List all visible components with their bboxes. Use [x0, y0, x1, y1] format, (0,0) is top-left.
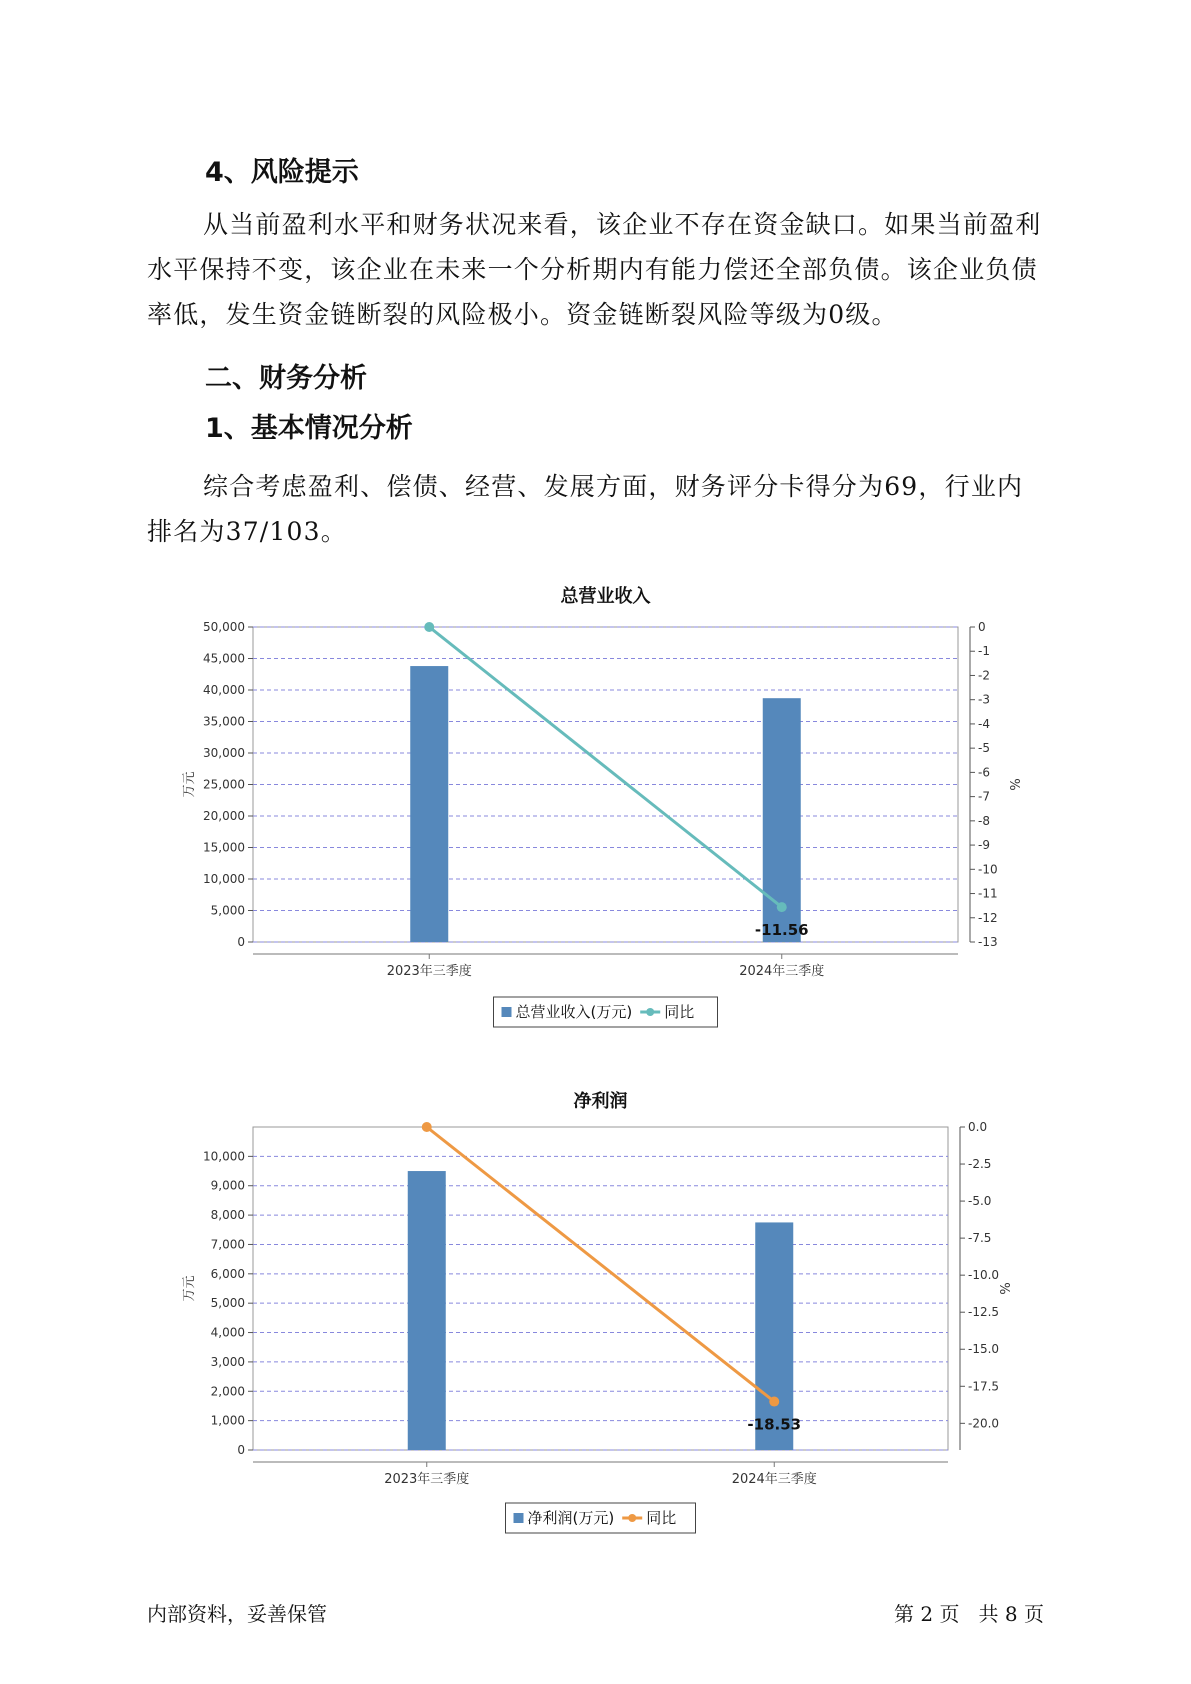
y-tick-label: 2,000	[210, 1384, 245, 1399]
y-tick-label: 0	[237, 1443, 245, 1457]
y-tick-label: 7,000	[210, 1237, 245, 1252]
footer-left: 内部资料，妥善保管	[147, 1602, 327, 1626]
trend-point	[777, 902, 787, 912]
y2-axis-title: %	[1009, 778, 1024, 791]
y2-tick-label: -6	[978, 765, 990, 780]
y2-tick-label: -7	[978, 789, 990, 804]
chart-title: 总营业收入	[560, 586, 651, 607]
y2-tick-label: -20.0	[968, 1416, 1000, 1431]
chart-net-profit	[0, 1075, 1191, 1535]
y-tick-label: 20,000	[203, 809, 245, 823]
y2-tick-label: -11	[978, 886, 998, 901]
y-tick-label: 1,000	[210, 1413, 245, 1428]
y-tick-label: 25,000	[203, 777, 245, 792]
chart-revenue-svg	[0, 572, 1191, 1032]
y2-tick-label: -9	[978, 838, 990, 853]
y2-tick-label: -2	[978, 668, 990, 683]
heading-risk: 4、风险提示	[205, 157, 359, 188]
plot-area	[253, 1127, 948, 1450]
y2-tick-label: -3	[978, 692, 990, 707]
y2-tick-label: -13	[978, 935, 998, 949]
y2-tick-label: -12.5	[968, 1305, 1000, 1320]
data-label: -18.53	[747, 1415, 802, 1434]
y-tick-label: 50,000	[203, 620, 245, 634]
y2-tick-label: -1	[978, 644, 990, 659]
y2-tick-label: -5	[978, 741, 990, 756]
y2-tick-label: -7.5	[968, 1231, 992, 1246]
legend-swatch-point	[628, 1514, 636, 1522]
chart-net-profit-svg	[0, 1075, 1191, 1535]
y-axis-title: 万元	[182, 1275, 197, 1302]
y2-tick-label: -2.5	[968, 1157, 992, 1172]
x-tick-label: 2024年三季度	[739, 964, 825, 979]
y-tick-label: 40,000	[203, 683, 245, 697]
y2-tick-label: -5.0	[968, 1194, 992, 1209]
y2-tick-label: -17.5	[968, 1379, 1000, 1394]
y-tick-label: 5,000	[210, 1296, 245, 1311]
y2-tick-label: -4	[978, 716, 990, 731]
y2-axis-title: %	[999, 1282, 1014, 1295]
legend-label-line: 同比	[664, 1003, 695, 1021]
legend-label-bar: 净利润(万元)	[527, 1509, 615, 1527]
y-tick-label: 15,000	[203, 840, 245, 855]
trend-point	[424, 622, 434, 632]
chart-title: 净利润	[573, 1091, 628, 1112]
bar	[410, 666, 448, 942]
y-tick-label: 4,000	[210, 1325, 245, 1340]
y2-tick-label: 0.0	[968, 1120, 988, 1134]
y-tick-label: 3,000	[210, 1354, 245, 1369]
y-tick-label: 30,000	[203, 746, 245, 760]
y-tick-label: 35,000	[203, 714, 245, 729]
y-tick-label: 10,000	[203, 872, 245, 886]
legend-label-bar: 总营业收入(万元)	[515, 1003, 633, 1021]
chart-revenue	[0, 572, 1191, 1032]
bar	[408, 1171, 446, 1450]
y2-tick-label: -15.0	[968, 1342, 1000, 1357]
paragraph-basic: 综合考虑盈利、偿债、经营、发展方面，财务评分卡得分为69，行业内排名为37/103。	[147, 472, 1024, 546]
legend-swatch-bar	[514, 1513, 524, 1523]
x-tick-label: 2024年三季度	[731, 1472, 817, 1487]
x-tick-label: 2023年三季度	[384, 1472, 470, 1487]
legend-swatch-point	[646, 1008, 654, 1016]
y-tick-label: 10,000	[203, 1149, 245, 1164]
y-tick-label: 8,000	[210, 1208, 245, 1223]
y2-tick-label: -10	[978, 862, 998, 877]
data-label: -11.56	[754, 921, 809, 940]
y2-tick-label: -8	[978, 813, 990, 828]
trend-point	[422, 1122, 432, 1132]
y2-tick-label: -12	[978, 910, 998, 925]
y2-tick-label: -10.0	[968, 1268, 1000, 1283]
paragraph-risk: 从当前盈利水平和财务状况来看，该企业不存在资金缺口。如果当前盈利水平保持不变，该企业在未来一个分析期内有能力偿还全部负债。该企业负债率低，发生资金链断裂的风险极小。资金链断裂风险等级为0级。	[147, 210, 1042, 329]
x-tick-label: 2023年三季度	[386, 964, 472, 979]
y-axis-title: 万元	[182, 771, 197, 798]
legend-swatch-bar	[502, 1007, 512, 1017]
y-tick-label: 6,000	[210, 1266, 245, 1281]
footer-page-number: 第 2 页 共 8 页	[894, 1602, 1044, 1626]
y-tick-label: 9,000	[210, 1178, 245, 1193]
heading-basic: 1、基本情况分析	[205, 413, 413, 444]
y2-tick-label: 0	[978, 620, 986, 634]
trend-point	[769, 1397, 779, 1407]
y-tick-label: 0	[237, 935, 245, 949]
y-tick-label: 45,000	[203, 651, 245, 666]
legend-label-line: 同比	[646, 1509, 677, 1527]
heading-finance: 二、财务分析	[205, 363, 367, 394]
y-tick-label: 5,000	[210, 903, 245, 918]
